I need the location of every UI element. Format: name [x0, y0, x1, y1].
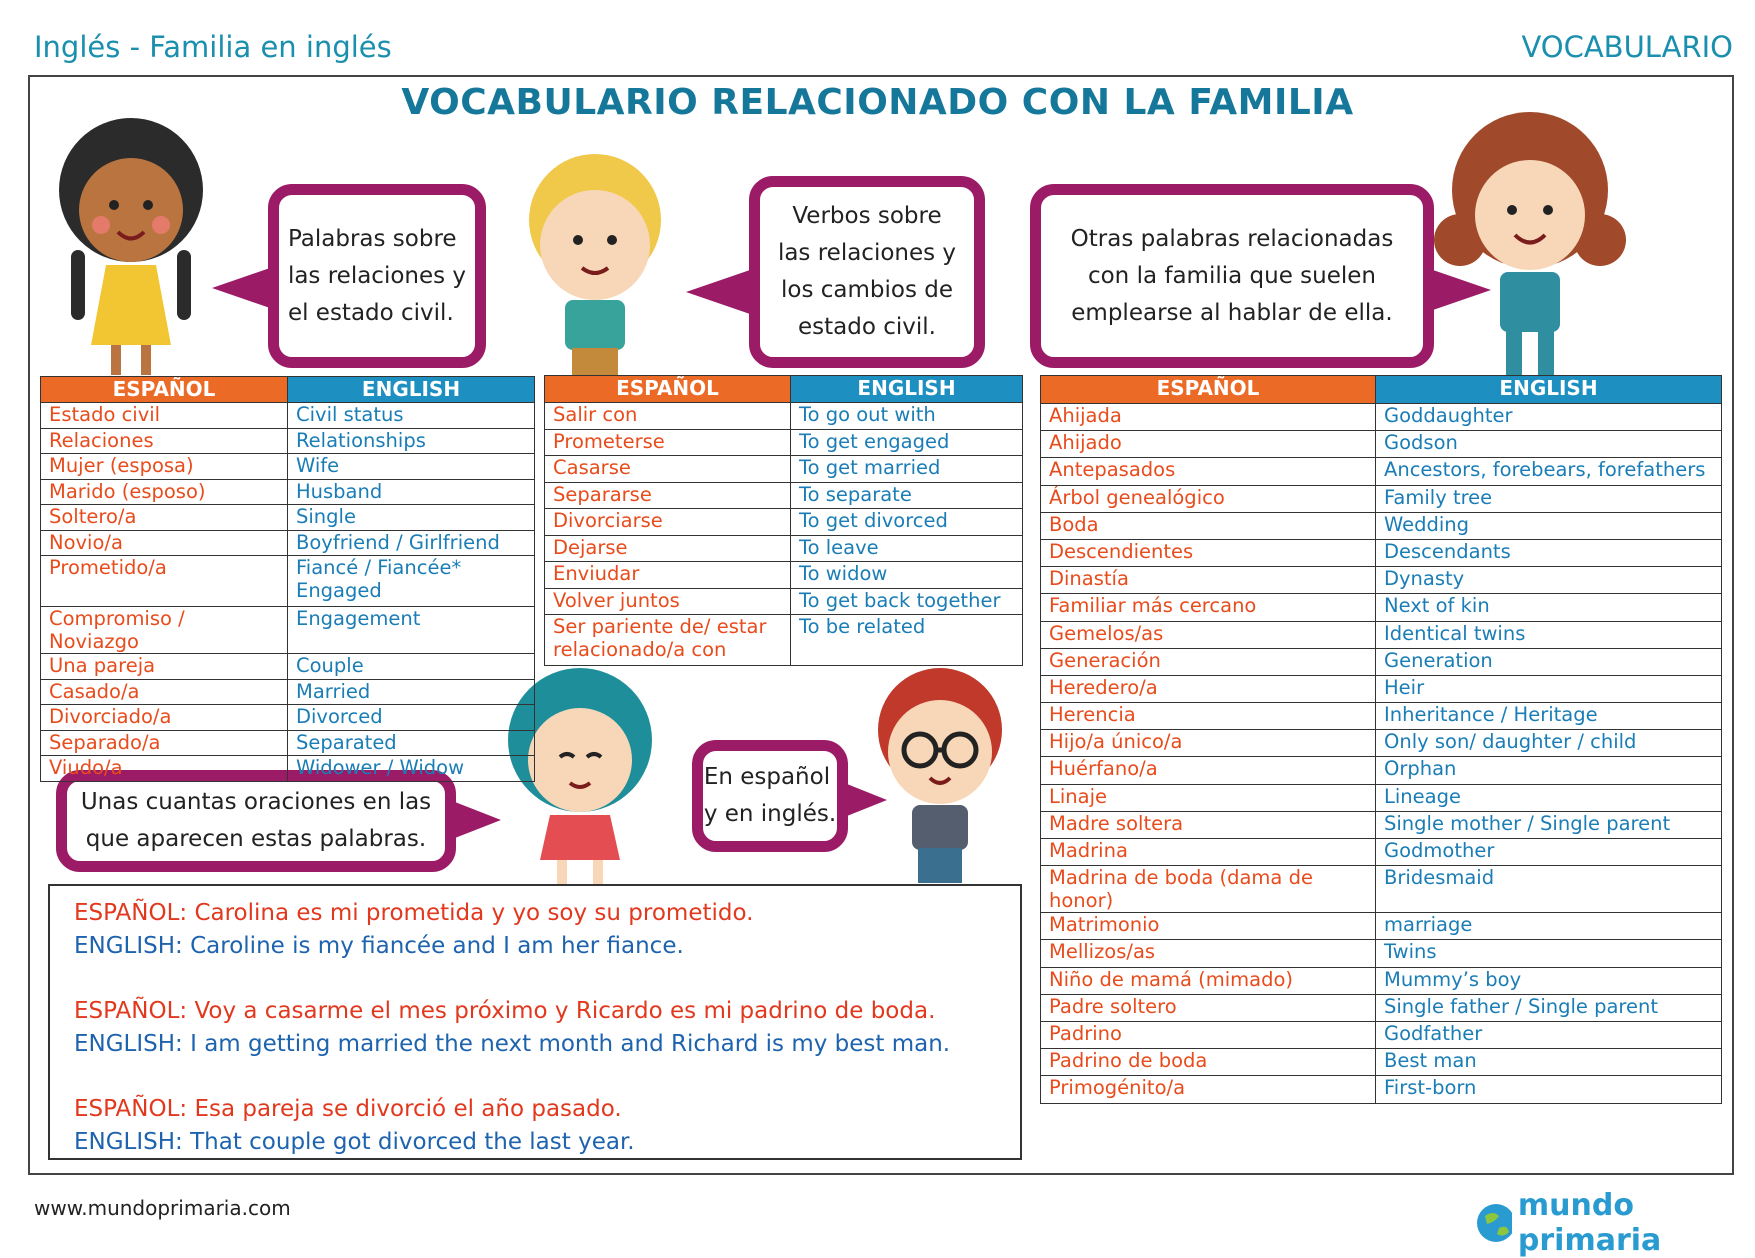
table-row [545, 535, 1023, 562]
english-term: Widower / Widow [288, 756, 535, 782]
english-term: Single father / Single parent [1376, 994, 1722, 1021]
table-row [41, 454, 535, 480]
spanish-term: Dinastía [1041, 567, 1376, 594]
spanish-term: Viudo/a [41, 756, 288, 782]
english-term: Divorced [288, 705, 535, 731]
table-row [1041, 703, 1722, 730]
table-row [1041, 458, 1722, 485]
spanish-term: Relaciones [41, 428, 288, 454]
column-header-es: ESPAÑOL [1041, 376, 1376, 404]
globe-icon [1475, 1202, 1512, 1244]
table-row [545, 615, 1023, 666]
english-term: marriage [1376, 913, 1722, 940]
english-term: Mummy’s boy [1376, 967, 1722, 994]
english-term: Separated [288, 730, 535, 756]
spanish-term: Marido (esposo) [41, 479, 288, 505]
spanish-term: Familiar más cercano [1041, 594, 1376, 621]
bubble-tail [847, 784, 887, 816]
spanish-term: Padrino de boda [1041, 1049, 1376, 1076]
spanish-term: Prometerse [545, 429, 791, 456]
english-term: Godson [1376, 431, 1722, 458]
english-term: To get married [791, 456, 1023, 483]
column-header-es: ESPAÑOL [41, 377, 288, 403]
table-row [1041, 648, 1722, 675]
table-row [41, 705, 535, 731]
spanish-term: Primogénito/a [1041, 1076, 1376, 1103]
english-term: Single mother / Single parent [1376, 811, 1722, 838]
spanish-term: Herencia [1041, 703, 1376, 730]
spanish-term: Soltero/a [41, 505, 288, 531]
english-term: Goddaughter [1376, 404, 1722, 431]
english-term: Lineage [1376, 784, 1722, 811]
table-row [1041, 839, 1722, 866]
table-row [1041, 866, 1722, 913]
table-row [1041, 485, 1722, 512]
spanish-term: Divorciarse [545, 509, 791, 536]
page-category: VOCABULARIO [1521, 30, 1733, 64]
column-header-en: ENGLISH [791, 376, 1023, 403]
table-row [41, 403, 535, 429]
spanish-term: Niño de mamá (mimado) [1041, 967, 1376, 994]
table-row [545, 562, 1023, 589]
table-row [1041, 1076, 1722, 1103]
spanish-term: Generación [1041, 648, 1376, 675]
table-row [1041, 539, 1722, 566]
english-term: Orphan [1376, 757, 1722, 784]
spanish-term: Ser pariente de/ estar relacionado/a con [545, 615, 791, 666]
english-term: Relationships [288, 428, 535, 454]
speech-bubble-text: Otras palabras relacionadas con la familia que suelen emplearse al hablar de ella. [1070, 225, 1394, 326]
english-term: Engagement [288, 607, 535, 654]
spanish-term: Prometido/a [41, 556, 288, 607]
spanish-term: Casarse [545, 456, 791, 483]
spanish-term: Linaje [1041, 784, 1376, 811]
spanish-term: Separado/a [41, 730, 288, 756]
example-sentences-box [48, 884, 1022, 1160]
english-term: Wedding [1376, 512, 1722, 539]
sentence-spanish: ESPAÑOL: Carolina es mi prometida y yo soy su prometido. [74, 900, 754, 926]
column-header-en: ENGLISH [288, 377, 535, 403]
spanish-term: Separarse [545, 482, 791, 509]
spanish-term: Salir con [545, 403, 791, 430]
table-row [41, 479, 535, 505]
table-row [1041, 913, 1722, 940]
spanish-term: Padre soltero [1041, 994, 1376, 1021]
girl-dark-hair-illustration [36, 100, 226, 380]
spanish-term: Casado/a [41, 679, 288, 705]
table-row [1041, 512, 1722, 539]
sentence-english: ENGLISH: That couple got divorced the last year. [74, 1129, 635, 1155]
english-term: To get back together [791, 588, 1023, 615]
spanish-term: Hijo/a único/a [1041, 730, 1376, 757]
spanish-term: Ahijada [1041, 404, 1376, 431]
spanish-term: Enviudar [545, 562, 791, 589]
table-row [1041, 967, 1722, 994]
table-row [41, 428, 535, 454]
table-row [1041, 811, 1722, 838]
english-term: Fiancé / Fiancée* Engaged [288, 556, 535, 607]
english-term: Family tree [1376, 485, 1722, 512]
table-row [545, 509, 1023, 536]
spanish-term: Estado civil [41, 403, 288, 429]
english-term: To be related [791, 615, 1023, 666]
table-row [41, 679, 535, 705]
page-subject: Inglés - Familia en inglés [34, 30, 392, 64]
english-term: Best man [1376, 1049, 1722, 1076]
table-row [545, 588, 1023, 615]
english-term: To get divorced [791, 509, 1023, 536]
table-row [1041, 675, 1722, 702]
page-title: VOCABULARIO RELACIONADO CON LA FAMILIA [401, 82, 1354, 123]
spanish-term: Novio/a [41, 530, 288, 556]
spanish-term: Madrina de boda (dama de honor) [1041, 866, 1376, 913]
spanish-term: Una pareja [41, 654, 288, 680]
table-row [545, 456, 1023, 483]
brand-name: mundo primaria [1517, 1188, 1662, 1258]
english-term: Descendants [1376, 539, 1722, 566]
table-row [41, 756, 535, 782]
sentence-spanish: ESPAÑOL: Voy a casarme el mes próximo y Ricardo es mi padrino de boda. [74, 998, 936, 1024]
english-term: Next of kin [1376, 594, 1722, 621]
english-term: Identical twins [1376, 621, 1722, 648]
column-header-es: ESPAÑOL [545, 376, 791, 403]
speech-bubble-text: Palabras sobre las relaciones y el estado civil. [287, 225, 467, 326]
english-term: Inheritance / Heritage [1376, 703, 1722, 730]
speech-bubble-text: En español y en inglés. [703, 764, 837, 827]
english-term: Single [288, 505, 535, 531]
english-term: Godmother [1376, 839, 1722, 866]
bubble-tail [212, 268, 270, 308]
spanish-term: Madre soltera [1041, 811, 1376, 838]
english-term: Heir [1376, 675, 1722, 702]
table-row [1041, 940, 1722, 967]
sentence-spanish: ESPAÑOL: Esa pareja se divorció el año pasado. [74, 1096, 622, 1122]
spanish-term: Árbol genealógico [1041, 485, 1376, 512]
spanish-term: Divorciado/a [41, 705, 288, 731]
table-row [1041, 757, 1722, 784]
speech-bubble-sentences [56, 770, 456, 872]
speech-bubble-other-words [1030, 184, 1434, 368]
english-term: To widow [791, 562, 1023, 589]
english-term: Couple [288, 654, 535, 680]
column-header-en: ENGLISH [1376, 376, 1722, 404]
spanish-term: Compromiso / Noviazgo [41, 607, 288, 654]
english-term: Civil status [288, 403, 535, 429]
table-row [545, 429, 1023, 456]
table-row [41, 607, 535, 654]
table-row [41, 530, 535, 556]
boy-glasses-illustration [850, 660, 1030, 890]
english-term: Boyfriend / Girlfriend [288, 530, 535, 556]
vocab-table-verbs [544, 375, 1023, 666]
table-row [1041, 1049, 1722, 1076]
table-row [41, 730, 535, 756]
spanish-term: Descendientes [1041, 539, 1376, 566]
spanish-term: Dejarse [545, 535, 791, 562]
table-row [545, 482, 1023, 509]
spanish-term: Volver juntos [545, 588, 791, 615]
spanish-term: Huérfano/a [1041, 757, 1376, 784]
english-term: Dynasty [1376, 567, 1722, 594]
spanish-term: Matrimonio [1041, 913, 1376, 940]
bubble-tail [1433, 270, 1491, 310]
table-row [1041, 730, 1722, 757]
vocab-table-other [1040, 375, 1722, 1104]
spanish-term: Padrino [1041, 1021, 1376, 1048]
table-row [41, 556, 535, 607]
brand-logo[interactable] [1475, 1188, 1755, 1258]
table-row [1041, 404, 1722, 431]
table-row [1041, 567, 1722, 594]
table-row [1041, 784, 1722, 811]
sentence-english: ENGLISH: I am getting married the next month and Richard is my best man. [74, 1031, 951, 1057]
english-term: Husband [288, 479, 535, 505]
spanish-term: Madrina [1041, 839, 1376, 866]
table-row [41, 505, 535, 531]
table-row [545, 403, 1023, 430]
english-term: Twins [1376, 940, 1722, 967]
vocab-table-relationships [40, 376, 535, 782]
english-term: First-born [1376, 1076, 1722, 1103]
english-term: To leave [791, 535, 1023, 562]
table-row [1041, 994, 1722, 1021]
speech-bubble-verbs [749, 176, 985, 368]
table-row [1041, 431, 1722, 458]
speech-bubble-languages [692, 740, 848, 852]
spanish-term: Mellizos/as [1041, 940, 1376, 967]
english-term: Only son/ daughter / child [1376, 730, 1722, 757]
english-term: To get engaged [791, 429, 1023, 456]
speech-bubble-text: Unas cuantas oraciones en las que aparecen estas palabras. [80, 789, 432, 852]
spanish-term: Gemelos/as [1041, 621, 1376, 648]
table-row [1041, 1021, 1722, 1048]
english-term: To go out with [791, 403, 1023, 430]
english-term: Godfather [1376, 1021, 1722, 1048]
speech-bubble-relationships [268, 184, 486, 368]
spanish-term: Boda [1041, 512, 1376, 539]
table-row [1041, 594, 1722, 621]
english-term: Generation [1376, 648, 1722, 675]
speech-bubble-text: Verbos sobre las relaciones y los cambios de estado civil. [777, 203, 957, 340]
spanish-term: Mujer (esposa) [41, 454, 288, 480]
spanish-term: Ahijado [1041, 431, 1376, 458]
table-row [1041, 621, 1722, 648]
girl-curly-hair-illustration [1430, 100, 1630, 380]
english-term: Wife [288, 454, 535, 480]
english-term: Ancestors, forebears, forefathers [1376, 458, 1722, 485]
spanish-term: Heredero/a [1041, 675, 1376, 702]
boy-blond-illustration [510, 140, 680, 380]
bubble-tail [686, 270, 750, 314]
english-term: Married [288, 679, 535, 705]
sentence-english: ENGLISH: Caroline is my fiancée and I am her fiance. [74, 933, 684, 959]
spanish-term: Antepasados [1041, 458, 1376, 485]
english-term: To separate [791, 482, 1023, 509]
bubble-tail [455, 802, 501, 838]
footer-url[interactable]: www.mundoprimaria.com [34, 1196, 291, 1220]
table-row [41, 654, 535, 680]
english-term: Bridesmaid [1376, 866, 1722, 913]
